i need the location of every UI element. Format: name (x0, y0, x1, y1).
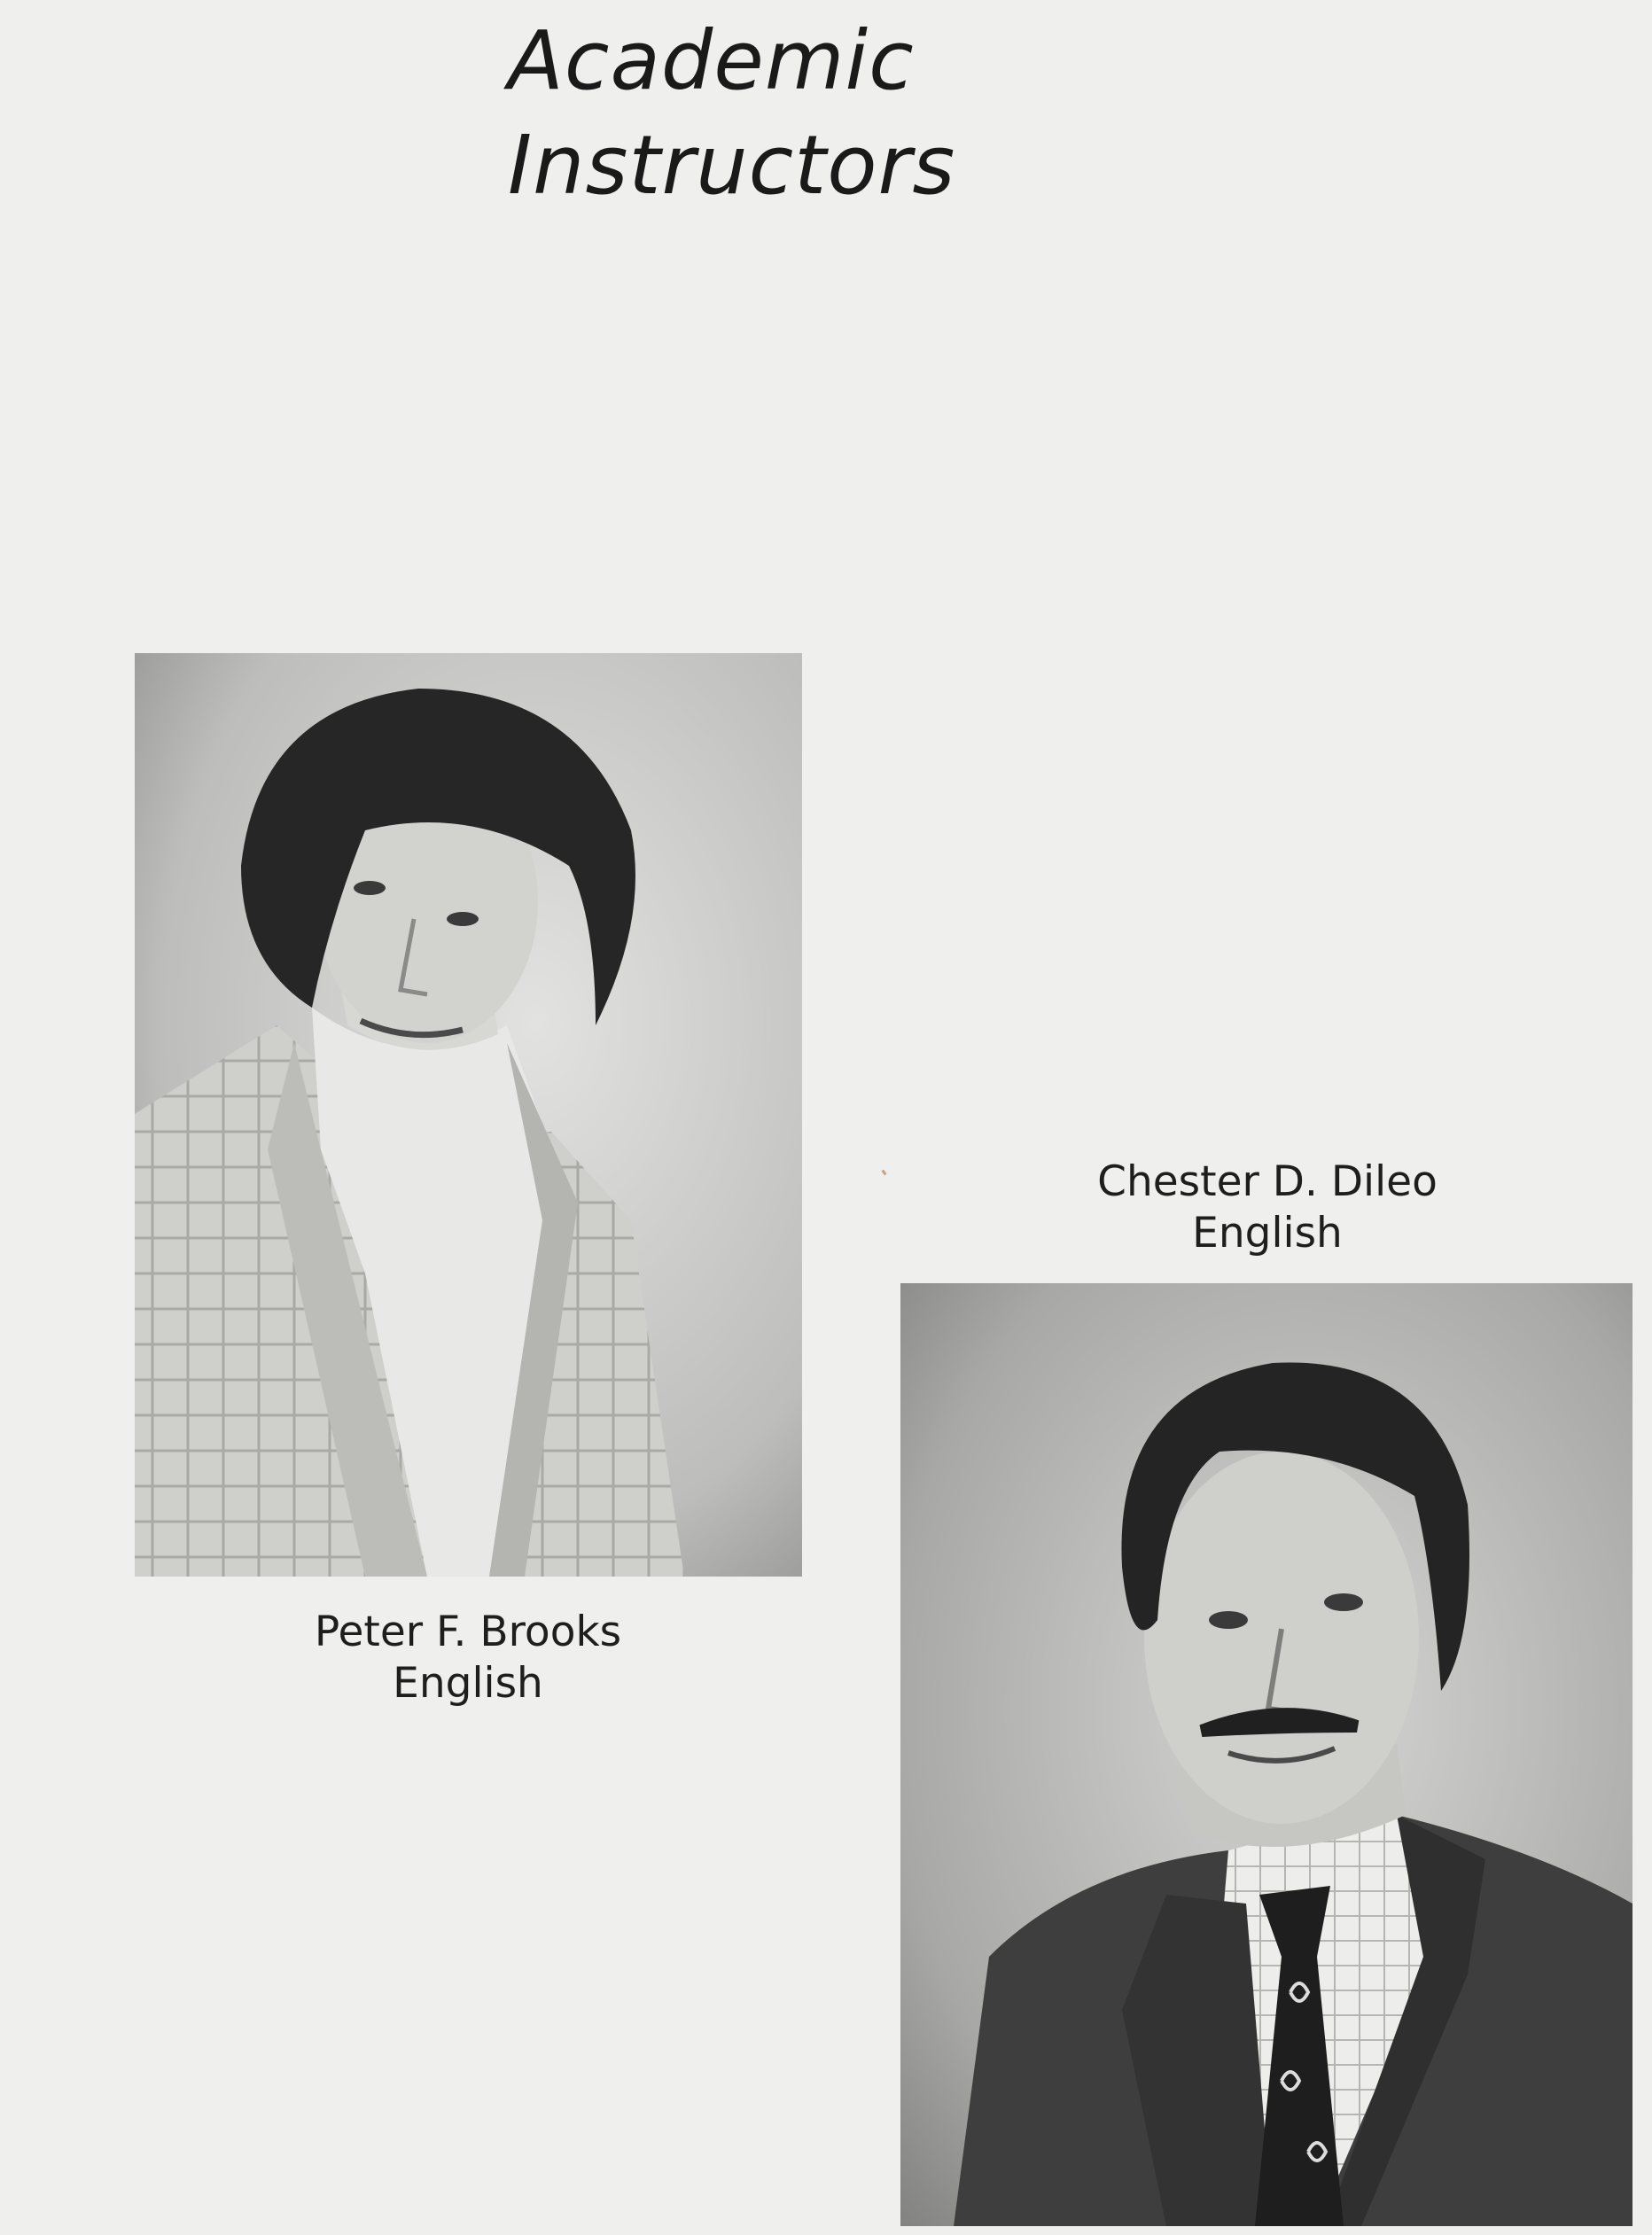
instructor-photo-brooks (135, 653, 802, 1577)
page-title (508, 9, 955, 218)
instructor-subject: English (393, 1659, 543, 1708)
instructor-name: Peter F. Brooks (314, 1608, 622, 1656)
instructor-caption-brooks (291, 1607, 645, 1709)
instructor-caption-dileo (1046, 1156, 1489, 1259)
portrait-dileo-image (900, 1283, 1633, 2226)
page-title-line-1: Academic (508, 13, 915, 108)
instructor-photo-dileo (900, 1283, 1633, 2226)
instructor-name: Chester D. Dileo (1097, 1157, 1438, 1206)
print-speck (882, 1170, 887, 1176)
page-title-line-2: Instructors (508, 118, 956, 213)
portrait-brooks-image (135, 653, 802, 1577)
instructor-subject: English (1192, 1209, 1343, 1258)
